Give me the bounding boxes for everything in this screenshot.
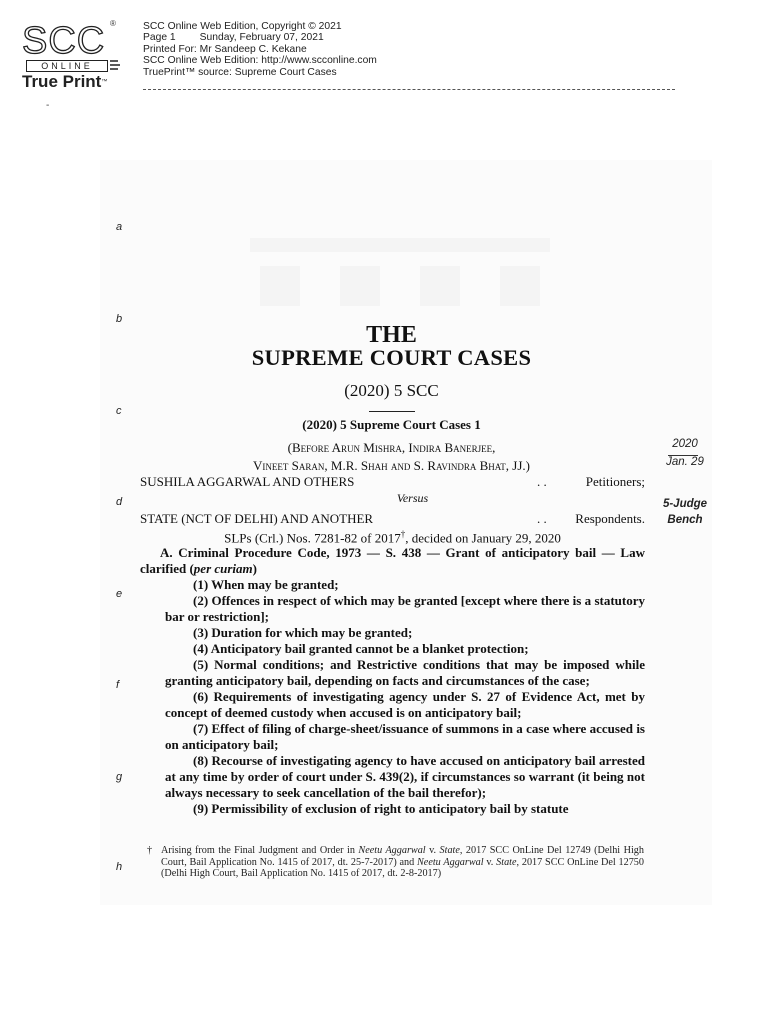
- footnote-case-2: Neetu Aggarwal: [417, 856, 484, 868]
- logo-arrow-icon: [110, 59, 120, 71]
- headnote-per-curiam: per curiam: [193, 561, 253, 576]
- journal-volume: (2020) 5 SCC: [344, 381, 439, 400]
- margin-letter-e: e: [116, 588, 123, 600]
- headnote-intro-text: A. Criminal Procedure Code, 1973 — S. 438 — Grant of anticipatory bail — Law clarified (: [140, 545, 645, 576]
- case-citation: (2020) 5 Supreme Court Cases 1: [302, 417, 481, 432]
- margin-letter-a: a: [116, 221, 123, 233]
- headnote-item-6: (6) Requirements of investigating agency under S. 27 of Evidence Act, met by concept of deemed custody when accused is on anticipatory bail;: [165, 689, 645, 720]
- headnote-item-4: (4) Anticipatory bail granted cannot be a blanket protection;: [193, 641, 529, 656]
- logo-true-print: [22, 73, 122, 91]
- respondent-role: Respondents.: [575, 511, 645, 526]
- slp-number: SLPs (Crl.) Nos. 7281-82 of 2017: [224, 530, 401, 546]
- bench-line-1: (Before Arun Mishra, Indira Banerjee,: [287, 440, 496, 455]
- journal-title-the: THE: [366, 322, 417, 348]
- page-date-line: [143, 32, 683, 43]
- title-rule: [369, 411, 415, 412]
- margin-letter-b: b: [116, 313, 123, 325]
- side-note-bench-2: Bench: [667, 514, 703, 526]
- header-divider: [143, 89, 675, 90]
- footnote-case-1: Neetu Aggarwal: [358, 845, 426, 856]
- side-note-year: 2020: [672, 438, 698, 450]
- respondent-dots: . .: [537, 511, 547, 526]
- logo-online-text: ONLINE: [26, 60, 108, 72]
- margin-letter-d: d: [116, 496, 123, 508]
- print-header: [143, 21, 683, 78]
- bleed-through-ghost: [250, 238, 550, 308]
- headnote-item-1: (1) When may be granted;: [193, 577, 339, 592]
- headnote-item-2: (2) Offences in respect of which may be granted [except where there is a statutory bar or restriction];: [165, 593, 645, 624]
- headnote-intro-end: ): [252, 561, 258, 576]
- source-line: TruePrint™ source: Supreme Court Cases: [143, 66, 337, 78]
- footnote-state-2: State: [496, 856, 517, 868]
- margin-letter-f: f: [116, 679, 120, 691]
- registered-mark: ®: [110, 19, 116, 28]
- margin-letter-c: c: [116, 405, 122, 417]
- headnote-item-8: (8) Recourse of investigating agency to have accused on anticipatory bail arrested at any time by order of court under S. 439(2), if circumstances so warrant (it being not always necessary to seek cancellation of the bail therefor);: [165, 753, 645, 800]
- headnote-item-3: (3) Duration for which may be granted;: [193, 625, 413, 640]
- footnote: [147, 845, 644, 880]
- respondent-name: STATE (NCT OF DELHI) AND ANOTHER: [140, 511, 374, 526]
- footnote-state-1: State: [439, 845, 460, 856]
- margin-letter-h: h: [116, 861, 123, 873]
- headnote-intro: [140, 545, 645, 577]
- footnote-text: [147, 845, 644, 880]
- trademark-mark: ™: [101, 79, 108, 85]
- margin-letter-g: g: [116, 771, 123, 783]
- headnote-item-5: (5) Normal conditions; and Restrictive conditions that may be imposed while granting anticipatory bail, depending on facts and circumstances of the case;: [165, 657, 645, 688]
- logo-scc-text: SCC: [22, 20, 106, 62]
- headnote-item-7: (7) Effect of filing of charge-sheet/issuance of summons in a case where accused is on anticipatory bail;: [165, 721, 645, 752]
- footnote-part-1: Arising from the Final Judgment and Order in: [161, 845, 359, 856]
- petitioner-name: SUSHILA AGGARWAL AND OTHERS: [140, 474, 355, 489]
- journal-title: SUPREME COURT CASES: [251, 345, 532, 370]
- slp-reference: [140, 526, 645, 546]
- footnote-dagger: †: [147, 845, 153, 856]
- side-note-date: Jan. 29: [666, 456, 704, 468]
- side-note-bench-1: 5-Judge: [662, 498, 708, 510]
- petitioner-dots: . .: [537, 474, 547, 489]
- stray-mark: -: [46, 100, 50, 111]
- headnote: [140, 545, 645, 817]
- printed-for-line: Printed For: Mr Sandeep C. Kekane: [143, 43, 307, 55]
- footnote-part-2: , 2017 SCC OnLine Del 12749 (Delhi High Court, Bail Application No. 1415 of 2017, dt. 25-7-2017) and: [161, 845, 644, 868]
- decision-date: , decided on January 29, 2020: [405, 530, 561, 546]
- slp-dagger: †: [400, 529, 406, 539]
- footnote-part-3: , 2017 SCC OnLine Del 12750 (Delhi High Court, Bail Application No. 1415 of 2017, dt. 2-8-2017): [161, 856, 644, 880]
- bench-composition: [140, 439, 643, 475]
- bench-line-2: Vineet Saran, M.R. Shah and S. Ravindra Bhat, JJ.): [253, 458, 530, 473]
- footnote-v-1: v.: [425, 845, 440, 856]
- headnote-item-9: (9) Permissibility of exclusion of right to anticipatory bail by statute: [193, 801, 569, 816]
- print-date: Sunday, February 07, 2021: [199, 32, 324, 44]
- page-number: Page 1: [143, 32, 176, 44]
- copyright-line: SCC Online Web Edition, Copyright © 2021: [143, 21, 342, 32]
- logo-true-print-text: True Print: [22, 72, 102, 91]
- versus-label: Versus: [396, 491, 429, 505]
- petitioner-role: Petitioners;: [585, 474, 645, 489]
- footnote-v-2: v.: [483, 856, 497, 868]
- web-edition-line: SCC Online Web Edition: http://www.scconline.com: [143, 55, 377, 67]
- scc-online-logo: [20, 19, 116, 94]
